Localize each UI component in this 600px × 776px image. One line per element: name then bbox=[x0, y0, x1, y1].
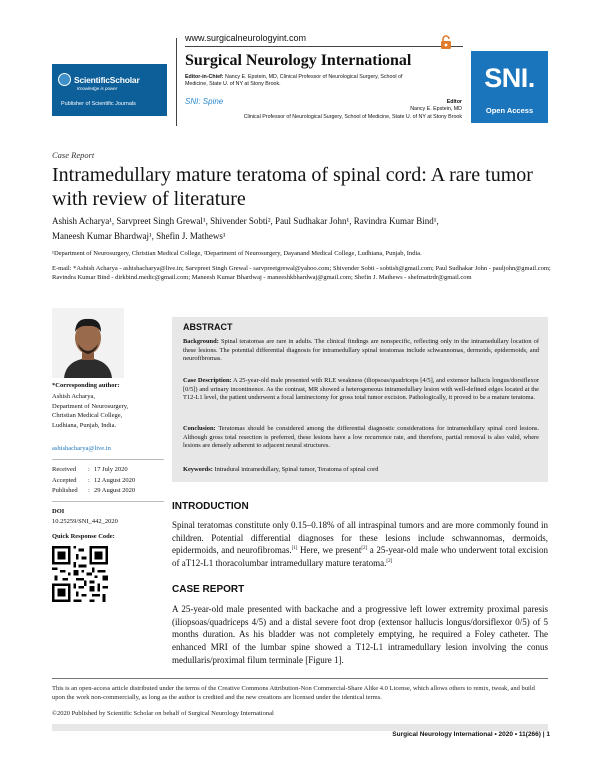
corresponding-author-email[interactable]: ashishacharya@live.in bbox=[52, 445, 111, 452]
publisher-logo-tagline: Knowledge is power bbox=[77, 86, 118, 91]
abstract-heading: ABSTRACT bbox=[183, 322, 233, 332]
journal-citation: Surgical Neurology International • 2020 • 11(266) | 1 bbox=[392, 731, 550, 738]
publisher-subtitle: Publisher of Scientific Journals bbox=[61, 101, 136, 107]
doi-label: DOI bbox=[52, 508, 65, 515]
citation-ref[interactable]: [2] bbox=[361, 546, 368, 552]
date-accepted: Accepted : 12 August 2020 bbox=[52, 476, 136, 484]
date-published: Published : 29 August 2020 bbox=[52, 487, 136, 494]
introduction-heading: INTRODUCTION bbox=[172, 501, 249, 512]
sidebar-divider bbox=[52, 501, 164, 502]
qr-code-icon[interactable] bbox=[52, 546, 108, 602]
footer-bar bbox=[52, 724, 548, 731]
case-report-text: A 25-year-old male presented with backache and a progressive left lower extremity proximal paresis (iliopsoas/quadriceps 4/5) and a distal severe foot drop (extensor hallucis longus/dorsiflexor 0/5) of 5 months duration. As his bladder was not completely emptying, he required a Foley catheter. The enhanced MRI of the lumbar spine showed a T12-L1 intramedullary lesion involving the conus medullaris/proximal filum terminale [Figure 1]. bbox=[172, 604, 548, 665]
author-photo bbox=[52, 308, 124, 378]
introduction-text: Spinal teratomas constitute only 0.15–0.18% of all intraspinal tumors and are more commonly found in children. Potential differential diagnoses for these lesions include schwannomas, dermoids, epidermoids, and neurofibromas.[1] Here, we present[2] a 25-year-old male who underwent total excision of aT12-L1 thoracolumbar intramedullary mature teratoma.[2] bbox=[172, 520, 548, 569]
open-access-lock-icon bbox=[440, 35, 452, 49]
header-divider bbox=[176, 38, 177, 126]
sni-logo bbox=[471, 51, 548, 123]
corresponding-author-label: *Corresponding author: bbox=[52, 382, 120, 389]
sidebar-divider bbox=[52, 459, 164, 460]
license-notice: This is an open-access article distributed under the terms of the Creative Commons Attribution-Non Commercial-Share Alike 4.0 License, which allows others to remix, tweak, and build upon the work non-commercially, as long as the author is credited and the new creations are licensed under the identical terms. bbox=[52, 685, 535, 701]
article-dates bbox=[52, 465, 164, 497]
section-name: SNI: Spine bbox=[185, 97, 224, 106]
affiliations: ¹Department of Neurosurgery, Christian Medical College, ²Department of Neurosurgery, Dayanand Medical College, Ludhiana, Punjab, India. bbox=[52, 250, 422, 257]
qr-code-label: Quick Response Code: bbox=[52, 533, 115, 540]
publisher-logo bbox=[52, 64, 167, 116]
footer-rule bbox=[52, 678, 548, 679]
abstract-keywords: Keywords: Intradural intramedullary, Spinal tumor, Teratoma of spinal cord bbox=[183, 466, 379, 473]
editor-in-chief: Editor-in-Chief: Nancy E. Epstein, MD, Clinical Professor of Neurological Surgery, School of Medicine, State U. of NY at Stony Brook. bbox=[185, 74, 403, 88]
case-report-heading: CASE REPORT bbox=[172, 584, 245, 595]
author-list: Ashish Acharya¹, Sarvpreet Singh Grewal¹, Shivender Sobti², Paul Sudhakar John¹, Ravindra Kumar Bind¹, Maneesh Kumar Bhardwaj¹, Shefin J. Mathews¹ bbox=[52, 216, 439, 241]
journal-site-link[interactable]: www.surgicalneurologyint.com bbox=[185, 33, 307, 43]
article-title: Intramedullary mature teratoma of spinal cord: A rare tumor with review of literature bbox=[52, 164, 533, 210]
corresponding-author-details: Ashish Acharya, Department of Neurosurgery, Christian Medical College, Ludhiana, Punjab, India. bbox=[52, 393, 129, 429]
citation-ref[interactable]: [2] bbox=[386, 559, 393, 565]
open-access-label: Open Access bbox=[485, 106, 534, 115]
article-type: Case Report bbox=[52, 150, 95, 160]
abstract-case-description: Case Description: A 25-year-old male presented with RLE weakness (iliopsoas/quadriceps [4/5], and extensor hallucis longus/dorsiflexor [0/5]) and urinary incontinence. As the contrast, MR showed a heterogeneous intramedullary lesion with well-defined edges located at the T12-L1 level, the patient underwent a focal laminectomy for gross total tumor excision. Pathologically, it proved to be a mature teratoma. bbox=[183, 377, 539, 401]
abstract-background: Background: Spinal teratomas are rare in adults. The clinical findings are nonspecific, reflecting only in the intramedullary location of these lesions. The potential differential diagnosis for intramedullary spinal teratomas include schwannomas, dermoids, epidermoids, and neurofibromas. bbox=[183, 338, 539, 362]
doi-value[interactable]: 10.25259/SNI_442_2020 bbox=[52, 518, 118, 525]
author-emails: E-mail: *Ashish Acharya - ashishacharya@live.in; Sarvpreet Singh Grewal - sarvpreetgrewal@yahoo.com; Shivender Sobti - sobtish@gmail.com; Paul Sudhakar John - pauljohn@gmail.com; Ravindra Kumar Bind - dirkbind.medic@gmail.com; Maneesh Kumar Bhardwaj - maneeshkbhardwaj@gmail.com; Shefin J. Mathews - shefmattrdr@gmail.com bbox=[52, 265, 551, 282]
citation-ref[interactable]: [1] bbox=[291, 546, 298, 552]
sni-logo-text: SNI. bbox=[484, 63, 535, 93]
abstract-conclusion: Conclusion: Teratomas should be considered among the differential diagnostic considerations for intramedullary spinal cord lesions. Although gross total resection is preferred, these lesions have a low recurrence rate, and therefore, partial removal is also valid, where lesions are densely adherent to adjacent neural structures. bbox=[183, 425, 540, 449]
section-editor: Editor Nancy E. Epstein, MD Clinical Professor of Neurological Surgery, School of Medicine, State U. of NY at Stony Brook bbox=[243, 99, 462, 120]
header-rule bbox=[185, 46, 463, 47]
publisher-logo-name: ScientificScholar bbox=[74, 74, 140, 85]
copyright-notice: ©2020 Published by Scientific Scholar on behalf of Surgical Neurology International bbox=[52, 710, 274, 717]
date-received: Received : 17 July 2020 bbox=[52, 466, 128, 473]
journal-title: Surgical Neurology International bbox=[185, 52, 412, 69]
globe-icon bbox=[58, 73, 71, 86]
